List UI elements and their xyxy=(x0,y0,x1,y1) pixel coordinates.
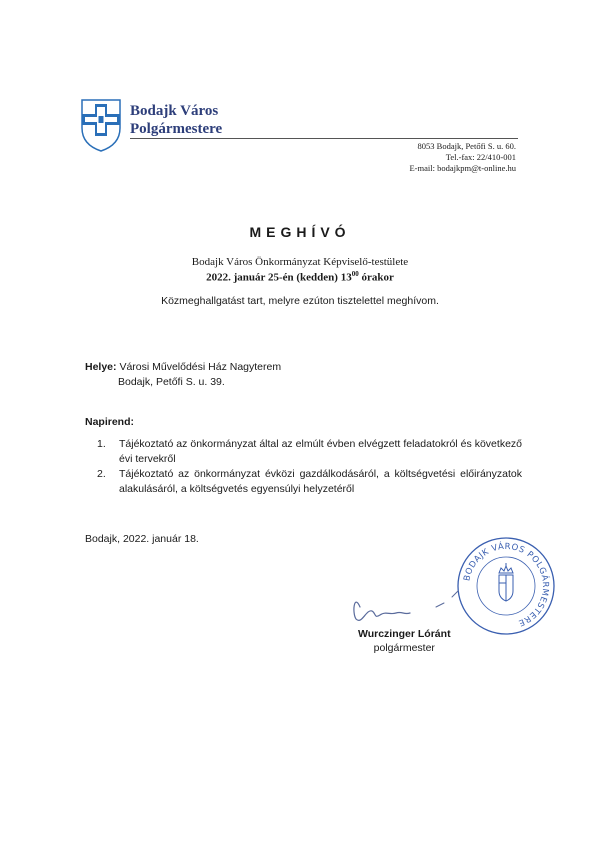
contact-block xyxy=(409,141,516,174)
contact-phone: Tel.-fax: 22/410-001 xyxy=(445,152,516,162)
coat-of-arms-icon xyxy=(80,98,122,152)
agenda-item-number: 2. xyxy=(97,468,106,480)
agenda-item xyxy=(97,467,522,496)
venue-line1: Városi Művelődési Ház Nagyterem xyxy=(119,361,282,373)
letterhead-org xyxy=(130,102,222,138)
document-title: MEGHÍVÓ xyxy=(249,224,351,240)
meeting-time-minutes: 00 xyxy=(351,270,359,278)
stamp-text: BODAJK VÁROS POLGÁRMESTERE xyxy=(462,541,551,628)
org-office: Polgármestere xyxy=(130,121,223,137)
agenda-item-number: 1. xyxy=(97,438,106,450)
contact-email: E-mail: bodajkpm@t-online.hu xyxy=(409,163,516,173)
svg-text:BODAJK VÁROS POLGÁRMESTERE xyxy=(462,540,551,628)
signer-role: polgármester xyxy=(373,642,435,654)
letterhead-divider xyxy=(130,138,518,139)
document-subtitle: Bodajk Város Önkormányzat Képviselő-testülete xyxy=(191,256,409,268)
venue-line2: Bodajk, Petőfi S. u. 39. xyxy=(118,376,225,388)
agenda-item-text: Tájékoztató az önkormányzat által az elmúlt évben elvégzett feladatokról és következő évi tervekről xyxy=(119,438,522,465)
official-stamp-icon xyxy=(455,535,557,637)
venue-block xyxy=(85,360,281,390)
place-and-date: Bodajk, 2022. január 18. xyxy=(85,533,199,545)
invitation-text: Közmeghallgatást tart, melyre ezúton tisztelettel meghívom. xyxy=(161,295,439,307)
signature-block xyxy=(358,627,451,655)
agenda-item xyxy=(97,437,522,466)
venue-label: Helye: xyxy=(85,361,117,373)
agenda-heading: Napirend: xyxy=(85,416,135,428)
agenda-item-text: Tájékoztató az önkormányzat évközi gazdálkodásáról, a költségvetési előirányzatok alakulásáról, a költségvetés egyensúlyi helyzetéről xyxy=(119,468,522,495)
org-name: Bodajk Város xyxy=(130,103,219,119)
meeting-date: 2022. január 25-én (kedden) 13 xyxy=(206,271,352,284)
signer-name: Wurczinger Lóránt xyxy=(358,628,451,640)
agenda-list xyxy=(97,437,522,497)
contact-address: 8053 Bodajk, Petőfi S. u. 60. xyxy=(417,141,516,151)
meeting-time-suffix: órakor xyxy=(358,271,394,284)
meeting-datetime xyxy=(0,270,600,284)
signature-image xyxy=(340,585,470,625)
